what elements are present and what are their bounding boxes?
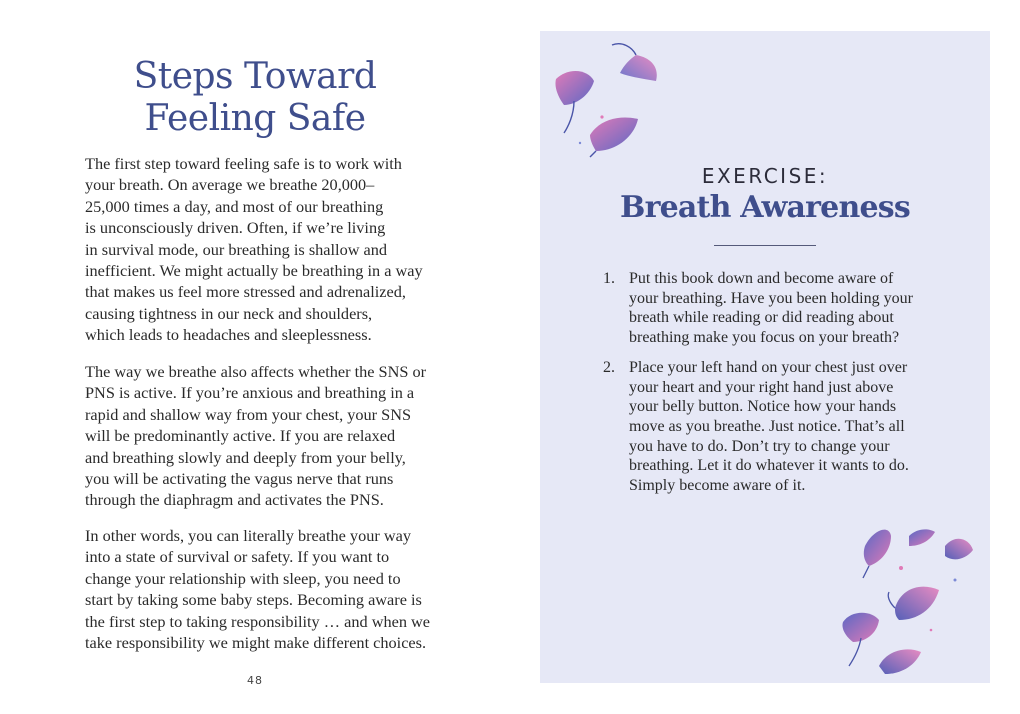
body-paragraph-3 xyxy=(85,525,433,653)
text-line: is unconsciously driven. Often, if we’re living xyxy=(85,218,386,238)
text-line: your belly button. Notice how your hands xyxy=(629,398,897,416)
text-line: inefficient. We might actually be breathing in a way xyxy=(85,261,423,281)
text-line: which leads to headaches and sleeplessness. xyxy=(85,325,372,345)
page-title xyxy=(85,56,425,140)
text-line: change your relationship with sleep, you need to xyxy=(85,568,401,588)
title-divider xyxy=(714,245,816,246)
text-line: 25,000 times a day, and most of our breathing xyxy=(85,196,384,216)
text-line: through the diaphragm and activates the PNS. xyxy=(85,490,384,510)
body-paragraph-1 xyxy=(85,153,433,346)
text-line: move as you breathe. Just notice. That’s all xyxy=(629,417,905,435)
step-item xyxy=(600,269,980,348)
step-number: 1. xyxy=(603,270,615,287)
page-number: 48 xyxy=(247,674,263,687)
step-text xyxy=(629,269,980,348)
text-line: take responsibility we might make different choices. xyxy=(85,633,427,653)
exercise-title: Breath Awareness xyxy=(620,190,910,225)
text-line: will be predominantly active. If you are relaxed xyxy=(85,426,396,446)
text-line: in survival mode, our breathing is shallow and xyxy=(85,239,388,259)
text-line: your breath. On average we breathe 20,000– xyxy=(85,175,375,195)
text-line: breathing make you focus on your breath? xyxy=(629,329,900,347)
ginkgo-leaf-cluster-top-icon xyxy=(550,39,670,159)
text-line: that makes us feel more stressed and adrenalized, xyxy=(85,282,406,302)
page-title-line: Feeling Safe xyxy=(144,98,366,139)
text-line: and breathing slowly and deeply from your belly, xyxy=(85,447,406,467)
text-line: breath while reading or did reading about xyxy=(629,309,894,327)
text-line: you have to do. Don’t try to change your xyxy=(629,437,890,455)
text-line: The way we breathe also affects whether the SNS or xyxy=(85,362,427,381)
text-line: Place your left hand on your chest just over xyxy=(629,358,908,376)
text-line: the first step to taking responsibility … and when we xyxy=(85,611,431,631)
text-line: you will be activating the vagus nerve that runs xyxy=(85,469,394,489)
text-line: Simply become aware of it. xyxy=(629,477,806,495)
page-title-line: Steps Toward xyxy=(133,56,377,97)
body-paragraph-2 xyxy=(85,361,433,511)
step-number: 2. xyxy=(603,358,615,376)
text-line: Put this book down and become aware of xyxy=(629,270,894,287)
text-line: breathing. Let it do whatever it wants to do. xyxy=(629,457,909,475)
text-line: The first step toward feeling safe is to work with xyxy=(85,154,402,173)
text-line: PNS is active. If you’re anxious and breathing in a xyxy=(85,383,415,403)
text-line: In other words, you can literally breathe your way xyxy=(85,526,411,545)
text-line: into a state of survival or safety. If you want to xyxy=(85,547,390,567)
exercise-steps xyxy=(600,269,980,506)
step-text xyxy=(629,358,980,496)
text-line: your heart and your right hand just above xyxy=(629,378,894,396)
ginkgo-leaf-cluster-bottom-icon xyxy=(835,516,985,676)
text-line: causing tightness in our neck and shoulders, xyxy=(85,303,373,323)
text-line: rapid and shallow way from your chest, your SNS xyxy=(85,404,412,424)
step-item xyxy=(600,358,980,496)
text-line: your breathing. Have you been holding your xyxy=(629,289,913,307)
text-line: start by taking some baby steps. Becoming aware is xyxy=(85,590,422,610)
exercise-label: EXERCISE: xyxy=(701,164,829,188)
exercise-panel xyxy=(540,31,990,683)
